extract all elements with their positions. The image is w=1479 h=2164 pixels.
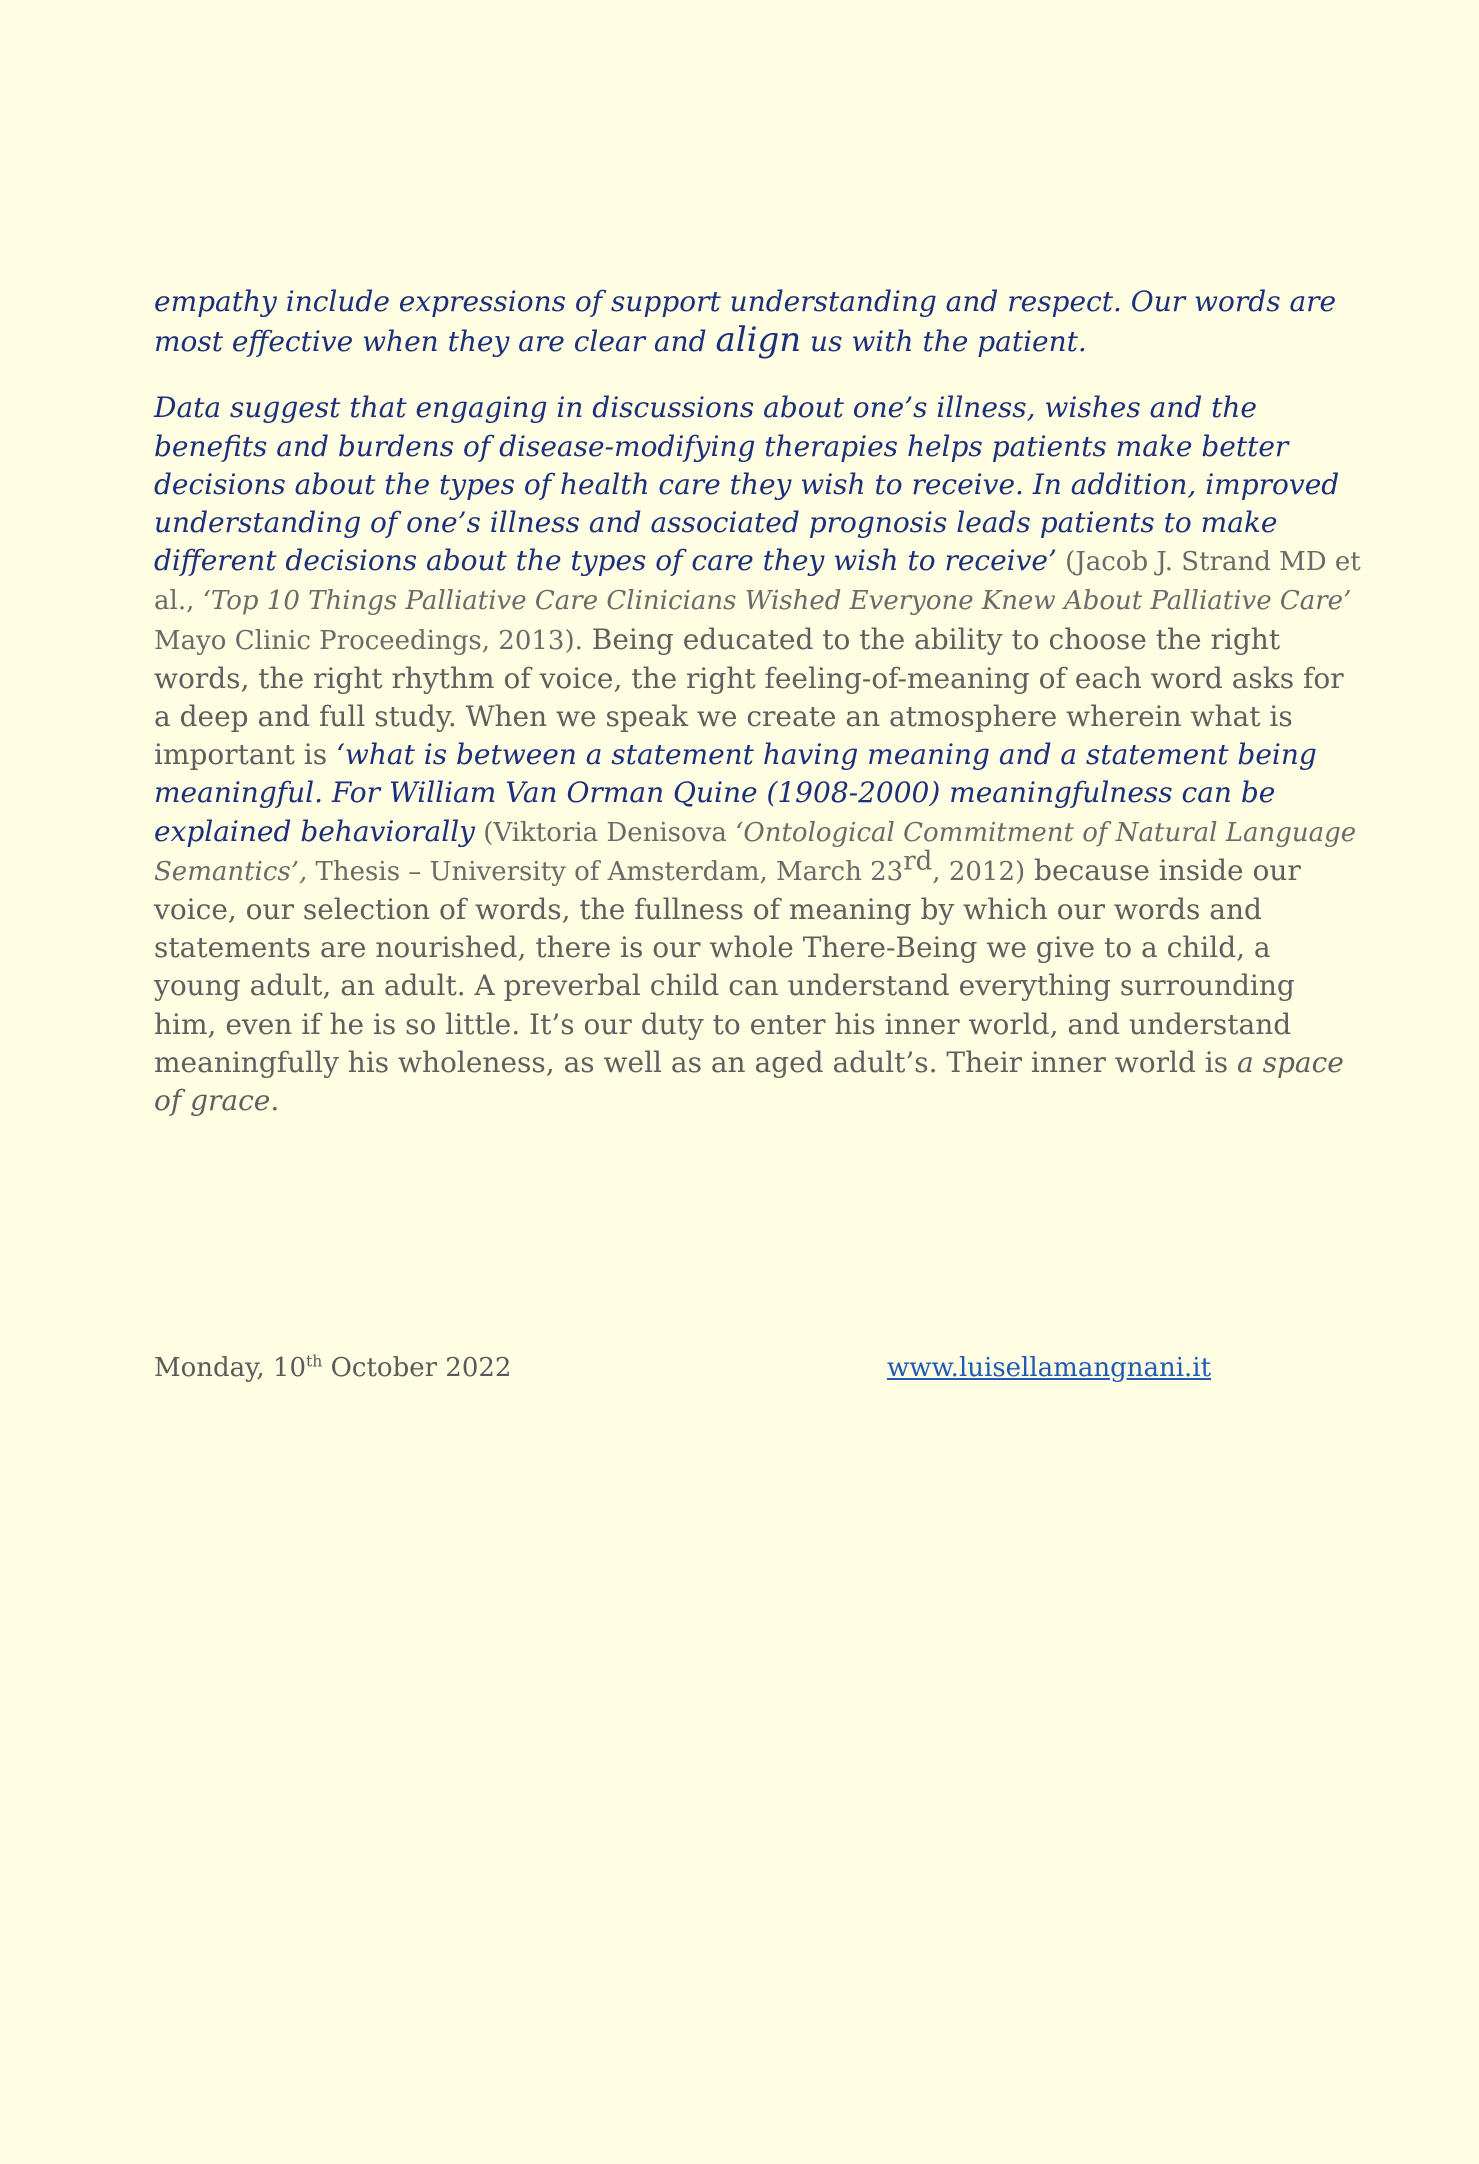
- citation-strand-title: ‘Top 10 Things Palliative Care Clinicians Wished Everyone Knew About Palliative Care’: [202, 586, 1352, 617]
- quote-strand: Data suggest that engaging in discussions about one’s illness, wishes and the benefits and burdens of disease-modifying therapies helps patients make better decisions about the types of health care they wish to receive. In addition, improved understanding of one’s illness and associated prognosis leads patients to make different decisions about the types of care they wish to receive’: [154, 391, 1340, 578]
- body-text-voice: because inside our voice, our selection of words, the fullness of meaning by which our words and statements are nourished, there is our whole There-Being we give to a child, a young adult, an adult. A preverbal child can understand everything surrounding him, even if he is so little. It’s our duty to enter his inner world, and understand meaningfully his wholeness, as well as an aged adult’s. Their inner world is: [154, 853, 1301, 1079]
- citation-denisova-sup: rd: [903, 846, 933, 877]
- paragraph-empathy: [154, 283, 1366, 361]
- citation-denisova-title: ‘Ontological Commitment of Natural Language Semantics’,: [154, 817, 1357, 887]
- emphasized-word-align: align: [715, 320, 802, 361]
- body-text-space-of-grace: a space of grace: [154, 1045, 1344, 1118]
- body-text-end: .: [270, 1084, 280, 1118]
- quote-quine: ‘what is between a statement having meaning and a statement being meaningful. For William Van Orman Quine (1908-2000) meaningfulness can be explained behaviorally: [154, 738, 1317, 848]
- footer-date-month: October 2022: [322, 1353, 512, 1383]
- paragraph-data-suggest: [154, 389, 1366, 1120]
- body-text-educated: Being educated to the ability to choose the right words, the right rhythm of voice, the right feeling-of-meaning of each word asks for a deep and full study. When we speak we create an atmosphere wherein what is important is: [154, 622, 1344, 772]
- footer-date-day: Monday, 10: [154, 1353, 307, 1383]
- footer-date-sup: th: [306, 1352, 323, 1371]
- document-body: [154, 283, 1366, 1120]
- citation-denisova-author: (Viktoria Denisova: [474, 817, 736, 848]
- paragraph-empathy-text: empathy include expressions of support understanding and respect. Our words are most effective when they are clear and: [154, 285, 1337, 359]
- citation-strand-source: Mayo Clinic Proceedings, 2013).: [154, 625, 583, 656]
- citation-denisova-source: Thesis – University of Amsterdam, March 23: [307, 856, 904, 887]
- footer-date: [154, 1351, 511, 1385]
- citation-strand-author: (Jacob J. Strand MD et al.,: [154, 547, 1361, 617]
- paragraph-empathy-end: us with the patient.: [801, 325, 1087, 359]
- website-link[interactable]: www.luisellamangnani.it: [887, 1353, 1212, 1383]
- citation-denisova-year: , 2012): [932, 856, 1026, 887]
